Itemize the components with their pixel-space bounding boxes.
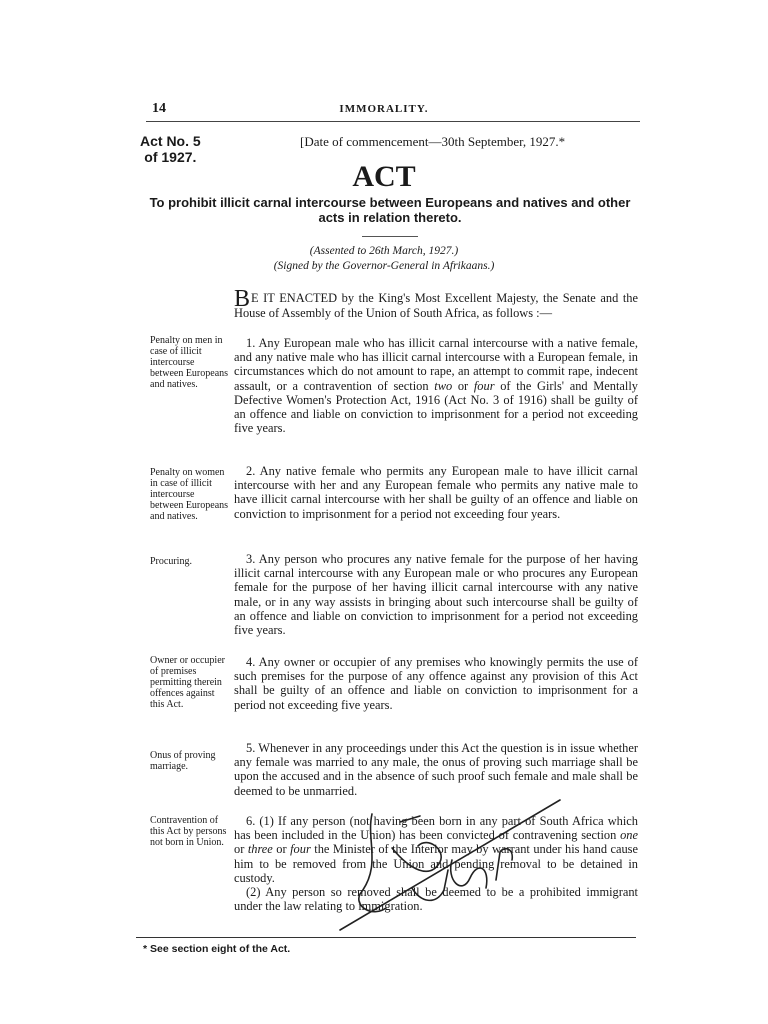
act-number-line1: Act No. 5 <box>140 133 201 149</box>
margin-note-s1: Penalty on men in case of illicit intercourse between Europeans and natives. <box>150 335 229 390</box>
margin-note-s2: Penalty on women in case of illicit intercourse between Europeans and natives. <box>150 467 229 522</box>
section-6-or: or <box>234 842 245 857</box>
section-2-text: 2. Any native female who permits any European male to have illicit carnal intercourse with her and any European female who permits any native male to have illicit carnal intercourse with her shall be guilty of an offence and liable on conviction to imprisonment for a period not exceeding four years. <box>234 464 638 521</box>
section-1-text-b: of the Girls' and Mentally Defective Women's Protection Act, 1916 (Act No. 3 of 1916) shall be guilty of an offence and liable on conviction to imprisonment for a period not exceeding five years. <box>234 378 638 436</box>
margin-note-s4: Owner or occupier of premises permitting therein offences against this Act. <box>150 655 225 710</box>
footnote: * See section eight of the Act. <box>143 943 291 955</box>
section-3 <box>234 552 638 637</box>
margin-note-s5: Onus of proving marriage. <box>150 750 216 772</box>
section-1 <box>234 336 638 435</box>
signed-note: (Signed by the Governor-General in Afrikaans.) <box>273 260 495 272</box>
section-6 <box>234 814 638 913</box>
section-1-or: or <box>457 378 469 393</box>
section-2 <box>234 464 638 521</box>
title-divider <box>362 236 418 237</box>
section-6-four: four <box>290 842 311 857</box>
section-6-one: one <box>620 828 638 843</box>
footnote-rule <box>136 937 636 938</box>
drop-cap: B <box>234 286 251 312</box>
section-4-text: 4. Any owner or occupier of any premises who knowingly permits the use of such premises for the purpose of any offence against any provision of this Act shall be guilty of an offence and liable on conviction to imprisonment for a period not exceeding five years. <box>234 655 638 712</box>
margin-note-s3: Procuring. <box>150 556 192 567</box>
section-6-2-text: (2) Any person so removed shall be deemed to be a prohibited immigrant under the law relating to immigration. <box>234 885 638 914</box>
commencement-date: [Date of commencement—30th September, 1927.* <box>300 134 566 149</box>
assent-block <box>0 244 768 274</box>
header-rule <box>146 121 640 122</box>
margin-note-s6: Contravention of this Act by persons not born in Union. <box>150 815 227 848</box>
section-1-four: four <box>473 378 495 393</box>
page-number: 14 <box>152 101 166 116</box>
running-title: IMMORALITY. <box>339 103 429 115</box>
section-6-text-b: the Minister of the Interior may by warrant under his hand cause him to be removed from the Union and pending removal to be detained in custody. <box>234 842 638 885</box>
assent-date: (Assented to 26th March, 1927.) <box>309 245 459 257</box>
section-5-text: 5. Whenever in any proceedings under this Act the question is in issue whether any female was married to any male, the onus of proving such marriage shall be upon the accused and in the absence of such proof such female and male shall be deemed to be unmarried. <box>234 741 638 798</box>
section-1-text-a: 1. Any European male who has illicit carnal intercourse with a native female, and any native male who has illicit carnal intercourse with a European female, in circumstances which do not amount to rape, an attempt to commit rape, indecent assault, or a contravention of section <box>234 336 638 393</box>
section-1-two: two <box>434 378 453 393</box>
act-subtitle: To prohibit illicit carnal intercourse between Europeans and natives and other acts in relation thereto. <box>149 195 631 225</box>
section-3-text: 3. Any person who procures any native female for the purpose of her having illicit carnal intercourse with any European male or who procures any European female for the purpose of her having illicit carnal intercourse with any native male, or in any way assists in bringing about such intercourse shall be guilty of an offence and liable on conviction to imprisonment for a period not exceeding five years. <box>234 552 638 638</box>
section-6-three: three <box>247 842 273 857</box>
section-5 <box>234 741 638 798</box>
act-title: ACT <box>352 160 416 193</box>
section-6-text-a: 6. (1) If any person (not having been born in any part of South Africa which has been included in the Union) has been convicted of contravening section <box>234 814 638 843</box>
enacting-text: E IT ENACTED by the King's Most Excellent Majesty, the Senate and the House of Assembly of the Union of South Africa, as follows :— <box>234 291 638 320</box>
enacting-clause <box>234 286 638 320</box>
section-4 <box>234 655 638 712</box>
section-6-or2: or <box>276 842 287 857</box>
act-number-line2: of 1927. <box>144 149 197 165</box>
